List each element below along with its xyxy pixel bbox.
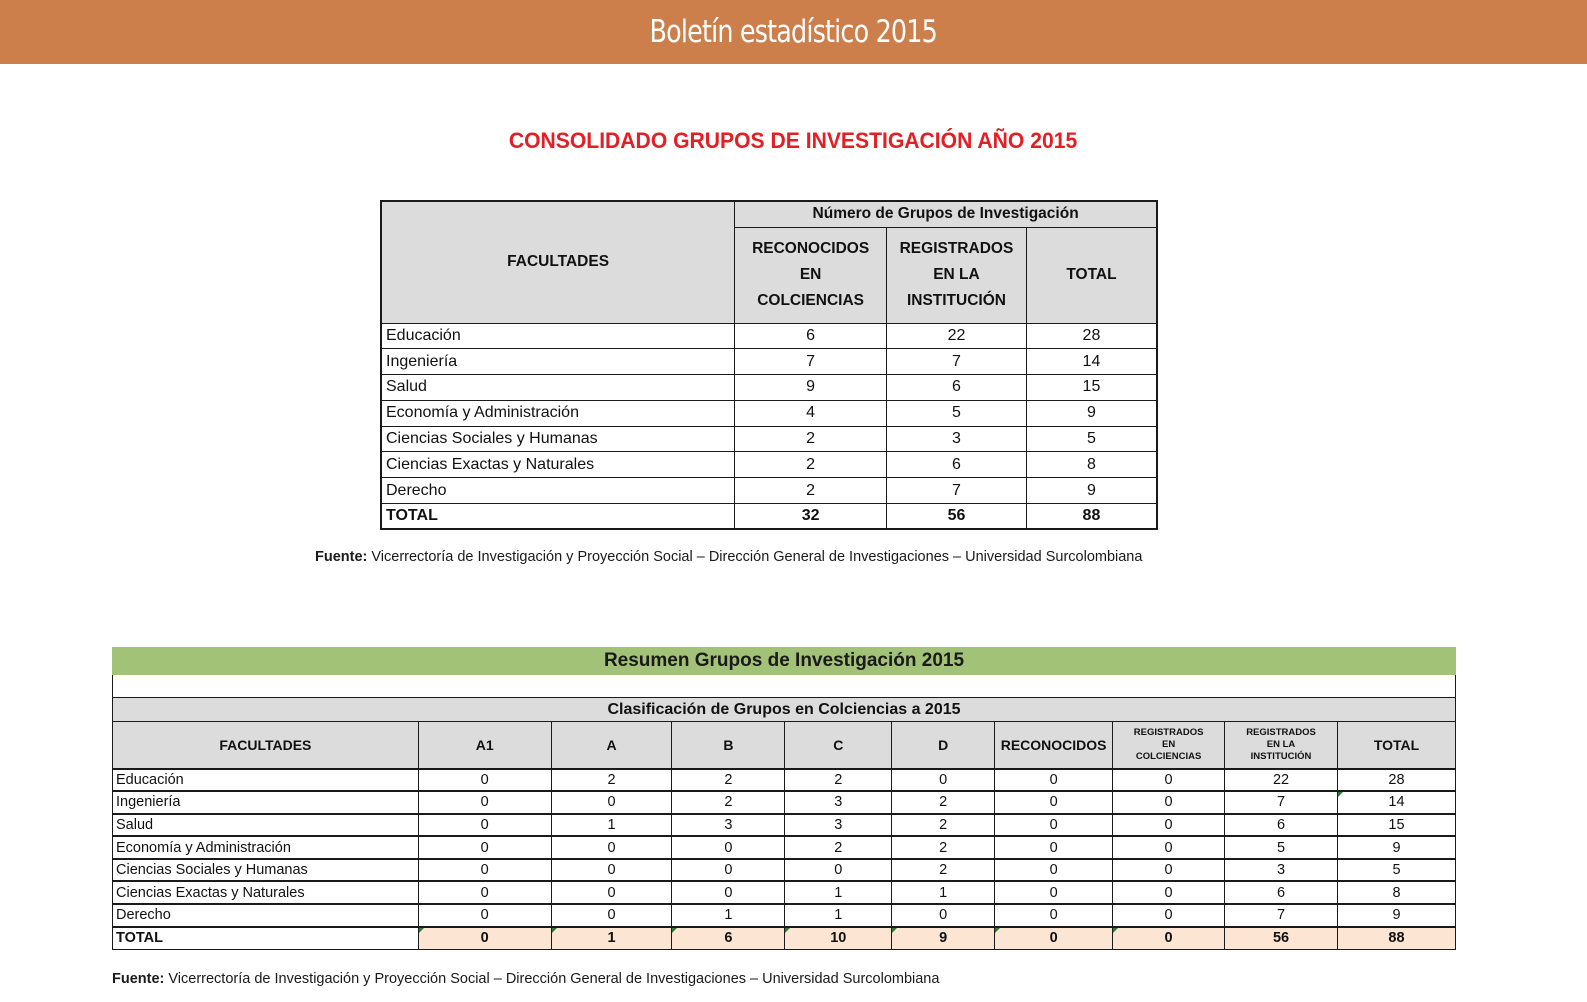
- cell-value: 0: [418, 836, 551, 859]
- cell-value: 0: [418, 769, 551, 792]
- cell-value: 7: [887, 349, 1027, 375]
- source-note-1: Fuente: Vicerrectoría de Investigación y Proyección Social – Dirección General de Investigaciones – Universidad Surcolombiana: [315, 549, 1143, 565]
- faculty-name: Salud: [381, 375, 735, 401]
- cell-value: 2: [892, 791, 995, 814]
- cell-value: 14: [1338, 791, 1456, 814]
- cell-value: 0: [551, 904, 672, 927]
- total-value: 56: [887, 504, 1027, 530]
- blank-row: [112, 675, 1456, 697]
- cell-value: 3: [785, 791, 892, 814]
- table-row: [113, 881, 1456, 904]
- col-header-total: TOTAL: [1026, 227, 1157, 323]
- faculty-name: Educación: [113, 769, 419, 792]
- cell-value: 7: [887, 478, 1027, 504]
- cell-value: 14: [1026, 349, 1157, 375]
- col-header-b: B: [672, 722, 785, 769]
- cell-value: 0: [1113, 836, 1225, 859]
- table-row: [381, 400, 1157, 426]
- table-row: [381, 349, 1157, 375]
- cell-value: 22: [1225, 769, 1338, 792]
- cell-value: 0: [1113, 814, 1225, 837]
- cell-value: 6: [1225, 881, 1338, 904]
- col-header-total: TOTAL: [1338, 722, 1456, 769]
- table-row: [113, 904, 1456, 927]
- table-row: [381, 375, 1157, 401]
- total-value: 1: [551, 927, 672, 950]
- total-value: 0: [418, 927, 551, 950]
- cell-value: 0: [551, 881, 672, 904]
- total-value: 88: [1338, 927, 1456, 950]
- cell-value: 8: [1338, 881, 1456, 904]
- total-label: TOTAL: [113, 927, 419, 950]
- col-header-d: D: [892, 722, 995, 769]
- cell-value: 0: [672, 881, 785, 904]
- cell-value: 0: [551, 859, 672, 882]
- col-header-recognized: RECONOCIDOS EN COLCIENCIAS: [735, 227, 887, 323]
- cell-value: 0: [892, 904, 995, 927]
- cell-value: 15: [1338, 814, 1456, 837]
- cell-value: 28: [1026, 323, 1157, 349]
- table-row: [381, 478, 1157, 504]
- cell-value: 2: [672, 791, 785, 814]
- cell-value: 0: [418, 904, 551, 927]
- cell-value: 9: [1338, 836, 1456, 859]
- cell-value: 9: [1026, 400, 1157, 426]
- table-row: [381, 323, 1157, 349]
- cell-value: 0: [551, 791, 672, 814]
- cell-value: 3: [1225, 859, 1338, 882]
- cell-value: 6: [735, 323, 887, 349]
- faculty-name: Derecho: [113, 904, 419, 927]
- faculties-header: FACULTADES: [381, 201, 735, 323]
- faculty-name: Salud: [113, 814, 419, 837]
- total-value: 10: [785, 927, 892, 950]
- cell-value: 6: [887, 375, 1027, 401]
- faculty-name: Ciencias Sociales y Humanas: [113, 859, 419, 882]
- source-note-2: Fuente: Vicerrectoría de Investigación y Proyección Social – Dirección General de Investigaciones – Universidad Surcolombiana: [112, 971, 940, 987]
- col-header-registrados-en-la-institución: REGISTRADOS EN LA INSTITUCIÓN: [1225, 722, 1338, 769]
- cell-value: 5: [1026, 426, 1157, 452]
- cell-value: 5: [887, 400, 1027, 426]
- cell-value: 3: [672, 814, 785, 837]
- cell-value: 0: [418, 791, 551, 814]
- total-row: [381, 504, 1157, 530]
- cell-value: 2: [735, 478, 887, 504]
- cell-value: 1: [785, 904, 892, 927]
- cell-value: 0: [1113, 769, 1225, 792]
- cell-value: 7: [735, 349, 887, 375]
- cell-value: 0: [418, 859, 551, 882]
- cell-value: 2: [735, 452, 887, 478]
- cell-value: 0: [995, 769, 1113, 792]
- table-row: [113, 836, 1456, 859]
- cell-value: 0: [1113, 859, 1225, 882]
- cell-value: 0: [1113, 881, 1225, 904]
- group-count-header: Número de Grupos de Investigación: [735, 201, 1157, 227]
- cell-value: 0: [1113, 904, 1225, 927]
- cell-value: 0: [995, 859, 1113, 882]
- cell-value: 9: [735, 375, 887, 401]
- cell-value: 5: [1225, 836, 1338, 859]
- total-label: TOTAL: [381, 504, 735, 530]
- table-row: [113, 814, 1456, 837]
- col-header-registered: REGISTRADOS EN LA INSTITUCIÓN: [887, 227, 1027, 323]
- cell-value: 0: [418, 881, 551, 904]
- table-row: [113, 791, 1456, 814]
- summary-groups-section: [112, 647, 1456, 950]
- col-header-a1: A1: [418, 722, 551, 769]
- table-row: [381, 452, 1157, 478]
- cell-value: 0: [892, 769, 995, 792]
- cell-value: 1: [551, 814, 672, 837]
- cell-value: 0: [1113, 791, 1225, 814]
- col-header-reconocidos: RECONOCIDOS: [995, 722, 1113, 769]
- cell-value: 0: [995, 791, 1113, 814]
- total-value: 32: [735, 504, 887, 530]
- cell-value: 2: [672, 769, 785, 792]
- faculty-name: Ingeniería: [113, 791, 419, 814]
- cell-value: 4: [735, 400, 887, 426]
- cell-value: 0: [672, 836, 785, 859]
- cell-value: 6: [887, 452, 1027, 478]
- cell-value: 5: [1338, 859, 1456, 882]
- consolidated-title: CONSOLIDADO GRUPOS DE INVESTIGACIÓN AÑO 2015: [509, 128, 1078, 153]
- total-value: 0: [995, 927, 1113, 950]
- cell-value: 7: [1225, 791, 1338, 814]
- faculty-name: Derecho: [381, 478, 735, 504]
- cell-value: 1: [785, 881, 892, 904]
- cell-value: 1: [892, 881, 995, 904]
- cell-value: 0: [785, 859, 892, 882]
- cell-value: 9: [1026, 478, 1157, 504]
- col-header-c: C: [785, 722, 892, 769]
- summary-title: Resumen Grupos de Investigación 2015: [112, 647, 1456, 675]
- cell-value: 0: [995, 881, 1113, 904]
- colciencias-classification-table: [112, 697, 1456, 950]
- total-value: 88: [1026, 504, 1157, 530]
- total-value: 9: [892, 927, 995, 950]
- cell-value: 15: [1026, 375, 1157, 401]
- cell-value: 2: [785, 836, 892, 859]
- cell-value: 3: [887, 426, 1027, 452]
- cell-value: 2: [735, 426, 887, 452]
- classification-header: Clasificación de Grupos en Colciencias a 2015: [113, 698, 1456, 722]
- cell-value: 9: [1338, 904, 1456, 927]
- cell-value: 0: [995, 836, 1113, 859]
- cell-value: 7: [1225, 904, 1338, 927]
- consolidated-groups-table: [380, 200, 1158, 530]
- banner-title: Boletín estadístico 2015: [649, 14, 938, 50]
- cell-value: 8: [1026, 452, 1157, 478]
- faculty-name: Ciencias Sociales y Humanas: [381, 426, 735, 452]
- cell-value: 1: [672, 904, 785, 927]
- faculty-name: Ciencias Exactas y Naturales: [381, 452, 735, 478]
- total-value: 0: [1113, 927, 1225, 950]
- table-row: [113, 859, 1456, 882]
- cell-value: 0: [551, 836, 672, 859]
- bulletin-banner: [0, 0, 1587, 64]
- total-value: 6: [672, 927, 785, 950]
- cell-value: 0: [995, 814, 1113, 837]
- col-header-facultades: FACULTADES: [113, 722, 419, 769]
- total-value: 56: [1225, 927, 1338, 950]
- cell-value: 28: [1338, 769, 1456, 792]
- cell-value: 2: [785, 769, 892, 792]
- faculty-name: Economía y Administración: [381, 400, 735, 426]
- cell-value: 2: [892, 859, 995, 882]
- cell-value: 3: [785, 814, 892, 837]
- cell-value: 22: [887, 323, 1027, 349]
- col-header-a: A: [551, 722, 672, 769]
- faculty-name: Educación: [381, 323, 735, 349]
- cell-value: 0: [672, 859, 785, 882]
- cell-value: 6: [1225, 814, 1338, 837]
- faculty-name: Ingeniería: [381, 349, 735, 375]
- cell-value: 2: [892, 814, 995, 837]
- table-row: [381, 426, 1157, 452]
- table-row: [113, 769, 1456, 792]
- faculty-name: Economía y Administración: [113, 836, 419, 859]
- faculty-name: Ciencias Exactas y Naturales: [113, 881, 419, 904]
- col-header-registrados-en-colciencias: REGISTRADOS EN COLCIENCIAS: [1113, 722, 1225, 769]
- cell-value: 2: [551, 769, 672, 792]
- total-row: [113, 927, 1456, 950]
- cell-value: 2: [892, 836, 995, 859]
- cell-value: 0: [995, 904, 1113, 927]
- cell-value: 0: [418, 814, 551, 837]
